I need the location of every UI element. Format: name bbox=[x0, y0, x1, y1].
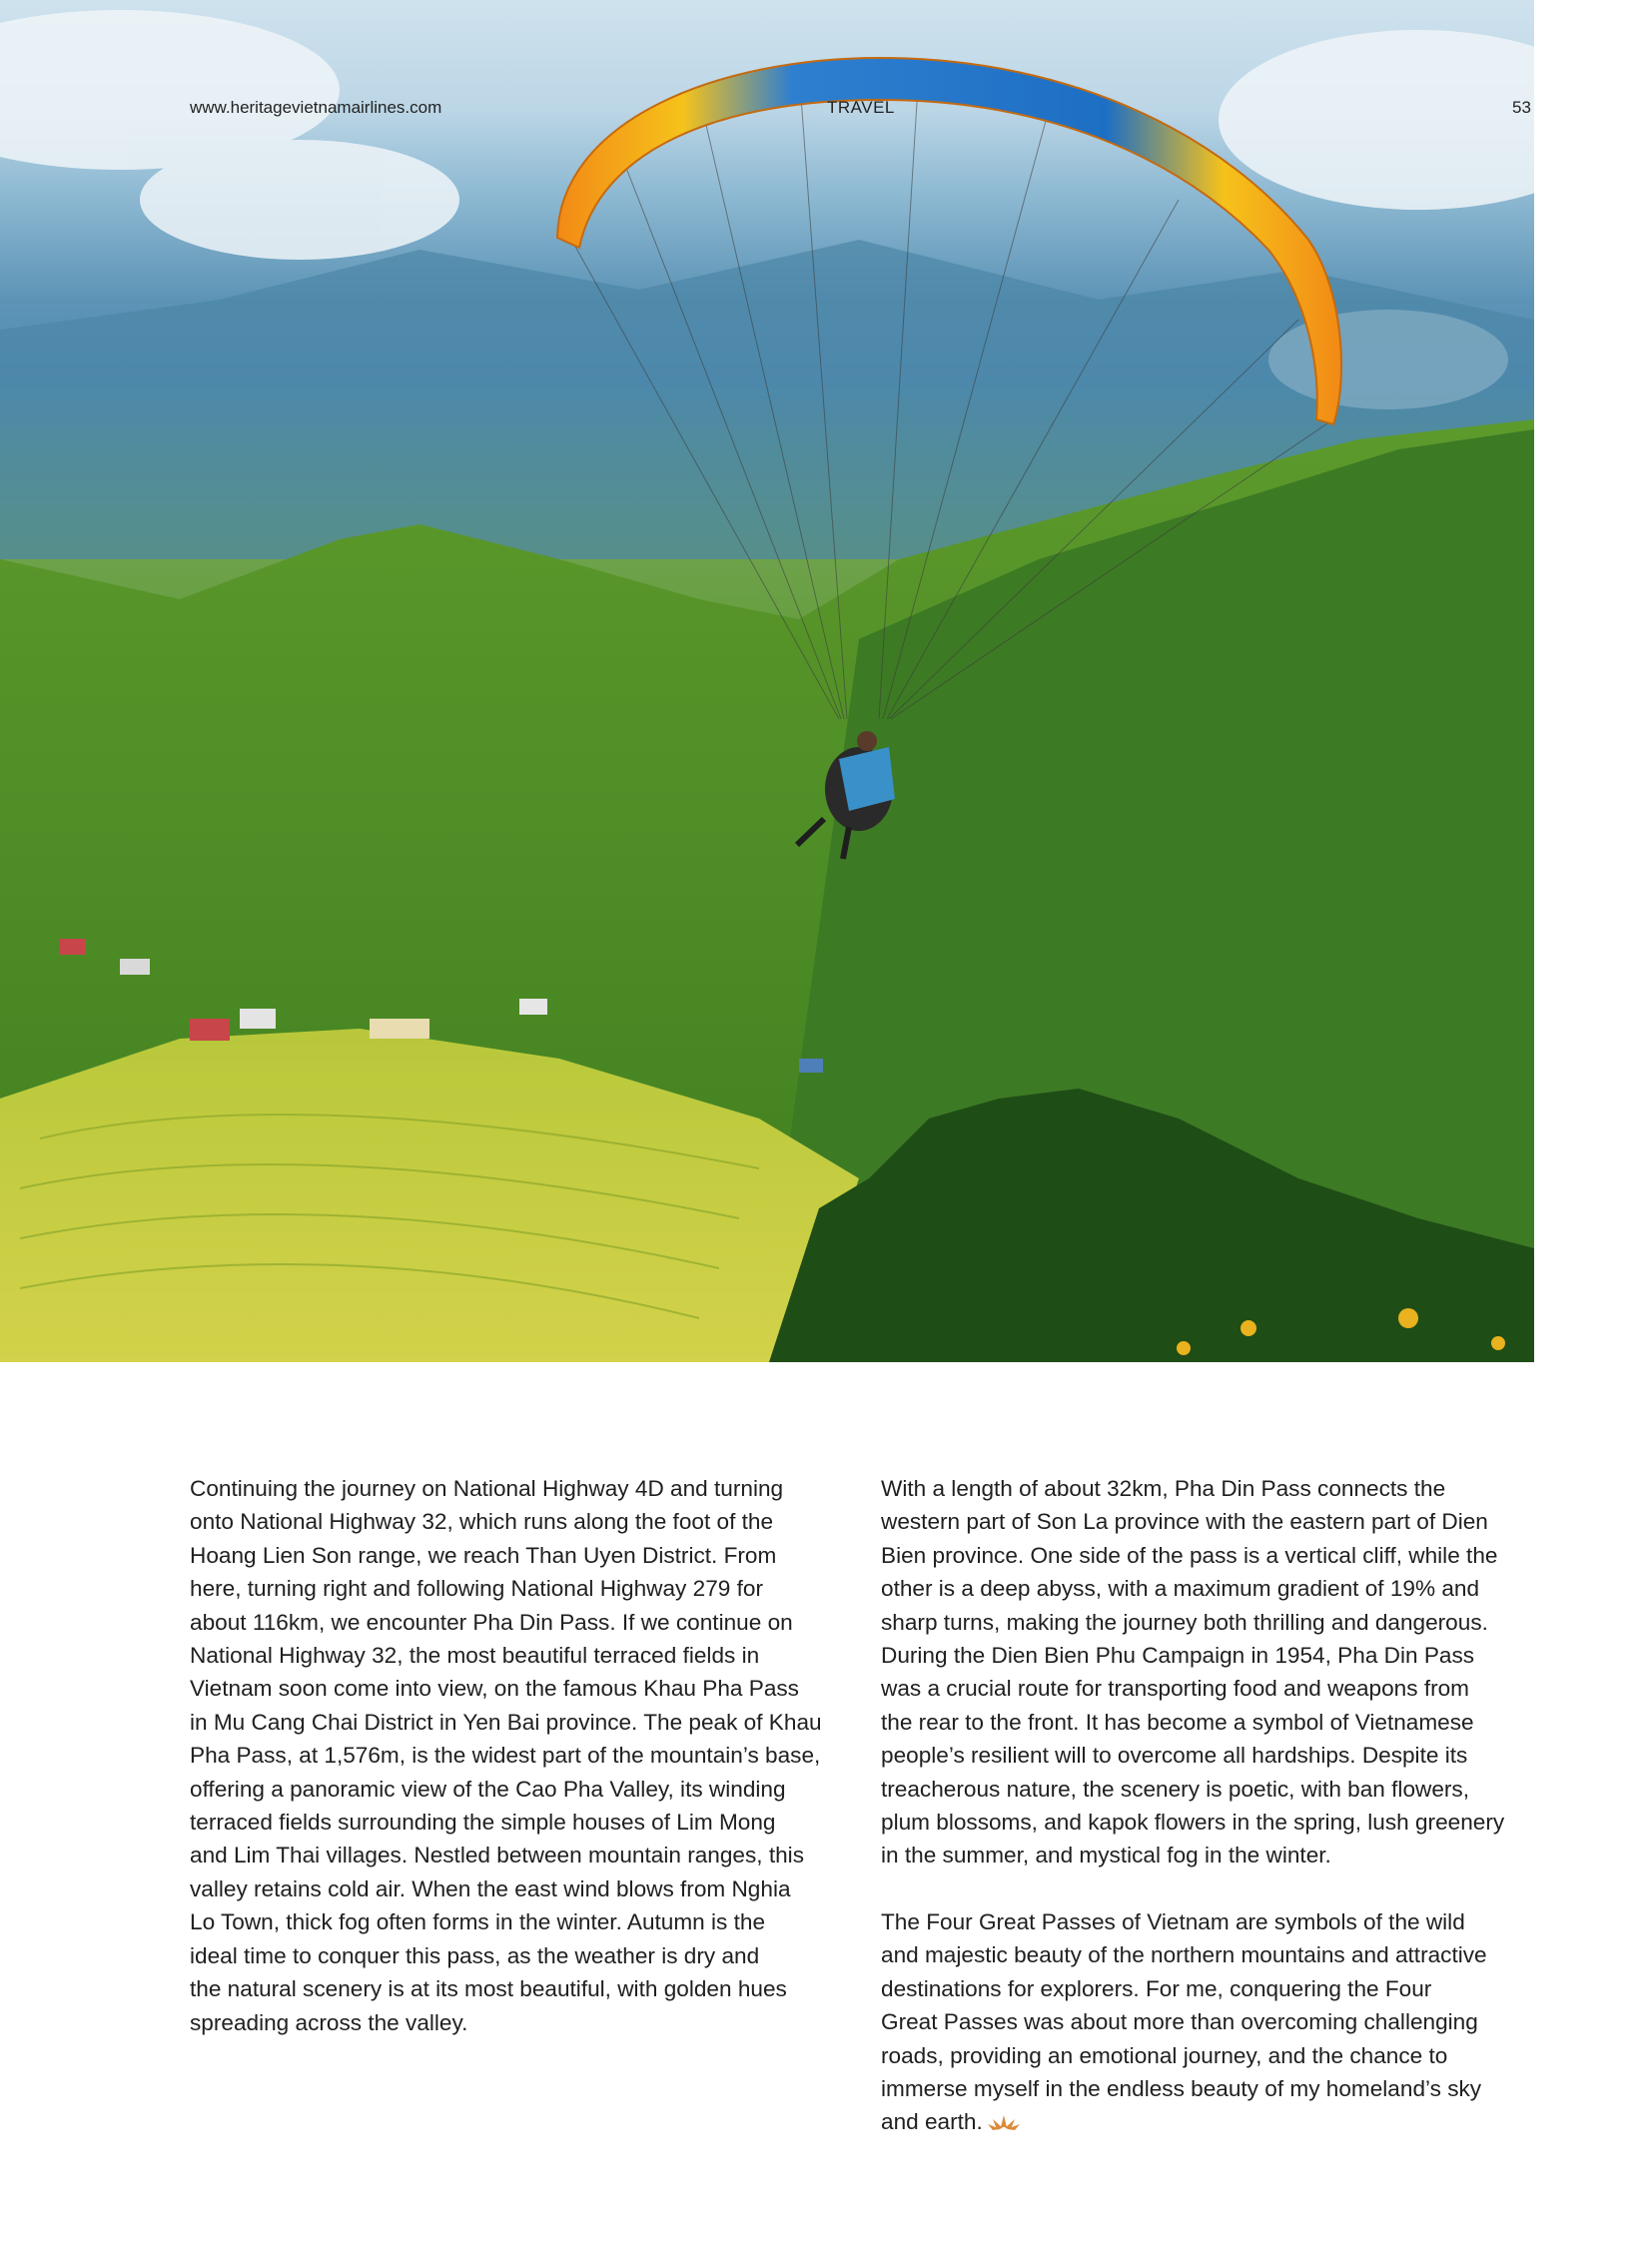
lotus-end-mark-icon bbox=[987, 2107, 1021, 2140]
section-label: TRAVEL bbox=[827, 98, 895, 117]
page-number: 53 bbox=[1512, 98, 1531, 117]
website-url: www.heritagevietnamairlines.com bbox=[190, 98, 442, 117]
article-paragraph: Continuing the journey on National Highway 4D and turning onto National Highway 32, which runs along the foot of the Hoang Lien Son range, we reach Than Uyen District. From here, turning right and following National Highway 279 for about 116km, we encounter Pha Din Pass. If we continue on National Highway 32, the most beautiful terraced fields in Vietnam soon come into view, on the famous Khau Pha Pass in Mu Cang Chai District in Yen Bai province. The peak of Khau Pha Pass, at 1,576m, is the widest part of the mountain’s base, offering a panoramic view of the Cao Pha Valley, its winding terraced fields surrounding the simple houses of Lim Mong and Lim Thai villages. Nestled between mountain ranges, this valley retains cold air. When the east wind blows from Nghia Lo Town, thick fog often forms in the winter. Autumn is the ideal time to conquer this pass, as the weather is dry and the natural scenery is at its most beautiful, with golden hues spreading across the valley. bbox=[190, 1476, 822, 2035]
article-column-right bbox=[881, 1472, 1530, 2141]
article-column-left bbox=[190, 1472, 839, 2039]
closing-text: The Four Great Passes of Vietnam are symbols of the wild and majestic beauty of the northern mountains and attractive destinations for explorers. For me, conquering the Four Great Passes was about more than overcoming challenging roads, providing an emotional journey, and the chance to immerse myself in the endless beauty of my homeland’s sky and earth. bbox=[881, 1908, 1487, 2135]
article-paragraph-closing bbox=[881, 1905, 1530, 2141]
article-paragraph: With a length of about 32km, Pha Din Pass connects the western part of Son La province with the eastern part of Dien Bien province. One side of the pass is a vertical cliff, while the other is a deep abyss, with a maximum gradient of 19% and sharp turns, making the journey both thrilling and dangerous. During the Dien Bien Phu Campaign in 1954, Pha Din Pass was a crucial route for transporting food and weapons from the rear to the front. It has become a symbol of Vietnamese people’s resilient will to overcome all hardships. Despite its treacherous nature, the scenery is poetic, with ban flowers, plum blossoms, and kapok flowers in the spring, lush greenery in the summer, and mystical fog in the winter. bbox=[881, 1476, 1505, 1868]
